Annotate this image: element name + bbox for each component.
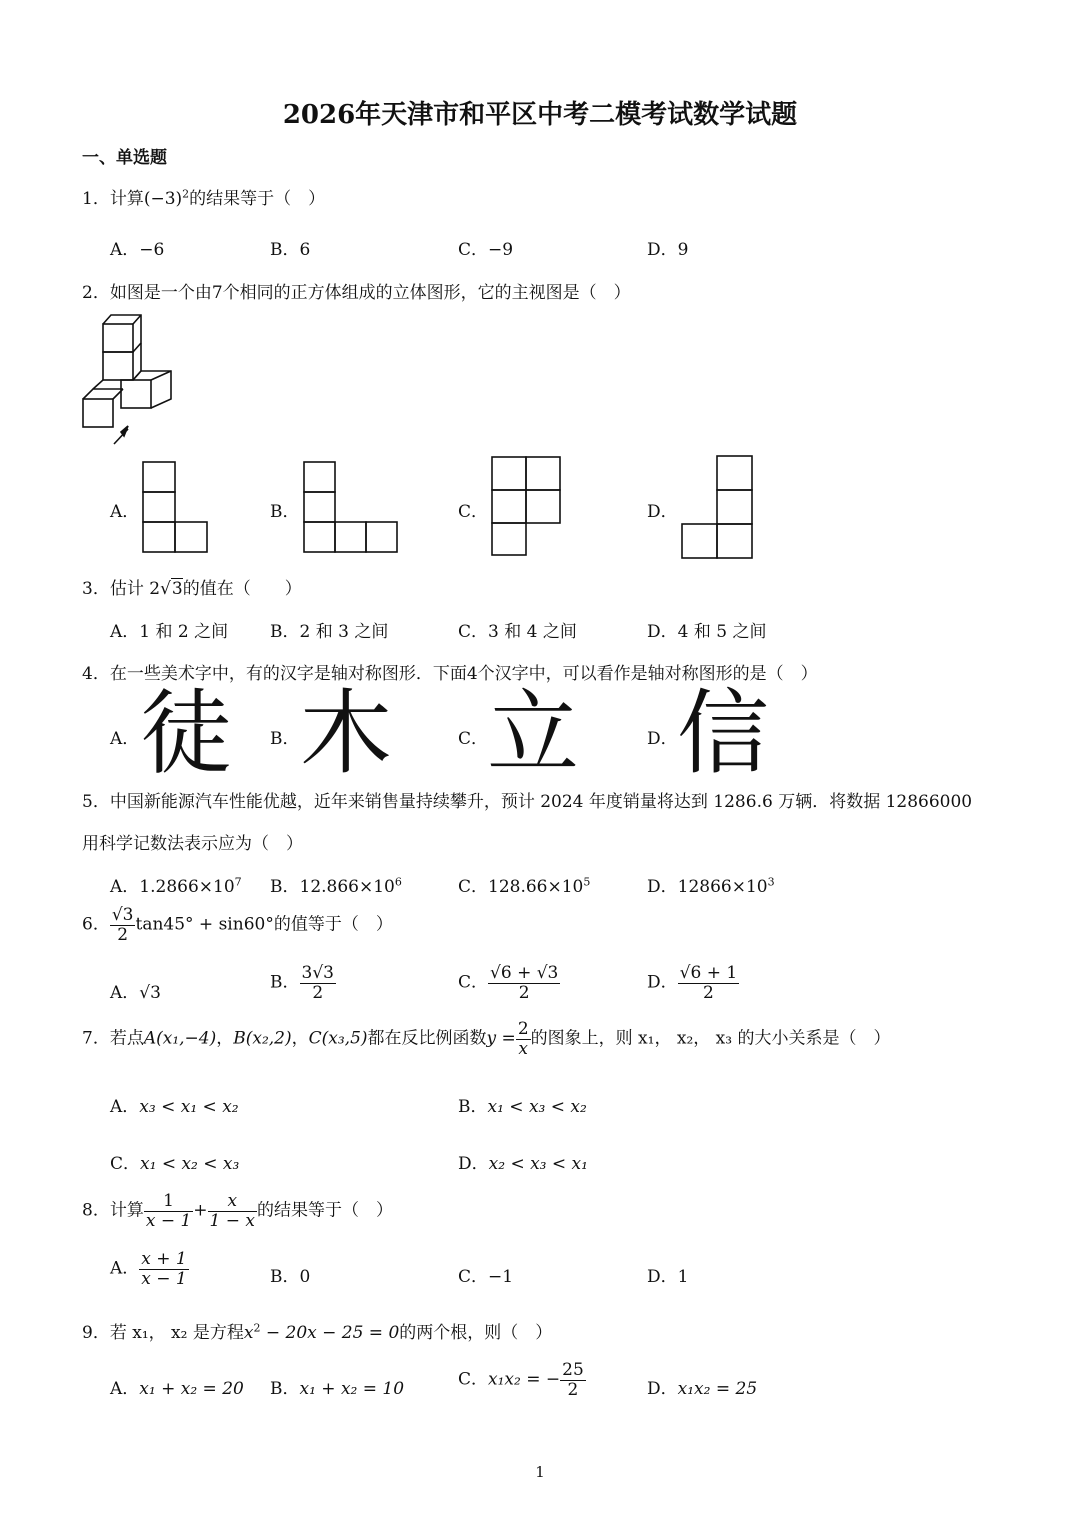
option-mantissa: 12866×10 [677, 877, 768, 897]
fraction-numerator: x + 1 [141, 1249, 187, 1269]
question-6 [82, 906, 393, 944]
fraction-denominator: x − 1 [145, 1210, 192, 1231]
question-text: 如图是一个由7个相同的正方体组成的立体图形，它的主视图是（ ） [109, 283, 631, 303]
question-text: 中国新能源汽车性能优越，近年来销售量持续攀升，预计 2024 年度销量将达到 1286.6 万辆．将数据 12866000 [109, 792, 973, 812]
option-text: −6 [139, 240, 165, 260]
option-d[interactable] [647, 724, 678, 749]
fraction [300, 964, 336, 1002]
equation-term: x [243, 1323, 254, 1343]
question-2 [82, 278, 631, 303]
cube-stack-figure [80, 312, 180, 447]
question-9 [82, 1318, 552, 1343]
function-lhs: y = [486, 1028, 516, 1049]
option-b-front-view [302, 460, 400, 555]
option-text: −1 [488, 1267, 514, 1287]
option-d[interactable] [647, 617, 766, 642]
question-3 [82, 574, 302, 599]
fraction [678, 964, 740, 1002]
option-label: C． [458, 240, 489, 260]
question-number: 5． [82, 792, 110, 812]
option-a[interactable] [110, 1250, 189, 1288]
question-text: 计算 [109, 1200, 144, 1221]
fraction [208, 1192, 257, 1230]
option-label: A． [110, 1379, 140, 1399]
option-text: 9 [677, 240, 689, 260]
question-text: 的结果等于（ ） [257, 1200, 394, 1221]
point-a: A(x₁,−4) [143, 1028, 217, 1049]
option-c[interactable] [458, 964, 560, 1002]
option-label: B． [270, 1267, 300, 1287]
question-text: tan45° + sin60°的值等于（ ） [135, 914, 393, 935]
option-b-char: 木 [300, 680, 393, 787]
question-number: 3． [82, 579, 110, 599]
option-label: D． [647, 729, 678, 749]
option-text: 6 [299, 240, 311, 260]
fraction-numerator: √3 [111, 905, 134, 925]
option-b[interactable] [270, 724, 300, 749]
option-label: C． [458, 1369, 489, 1390]
option-label: D． [647, 1267, 678, 1287]
option-c[interactable] [458, 724, 488, 749]
plus-sign: + [193, 1200, 208, 1221]
fraction-denominator: 1 − x [209, 1210, 256, 1231]
option-b[interactable] [270, 497, 300, 522]
option-c[interactable] [458, 235, 513, 260]
expr-base: (−3) [143, 189, 183, 209]
option-text: 1 [677, 1267, 689, 1287]
option-label: A． [110, 1258, 140, 1279]
option-text: x₁ < x₂ < x₃ [140, 1154, 240, 1174]
fraction-numerator: 25 [562, 1360, 584, 1380]
option-label: D． [647, 972, 678, 993]
option-a-front-view [141, 460, 209, 555]
option-d[interactable] [647, 235, 688, 260]
option-label: D． [647, 240, 678, 260]
fraction-denominator: 2 [117, 924, 129, 945]
question-text: 若点 [109, 1028, 144, 1049]
option-label: D． [647, 502, 678, 522]
option-label: C． [458, 622, 489, 642]
option-a[interactable] [110, 497, 139, 522]
option-d-front-view [680, 454, 756, 560]
option-b[interactable] [270, 1262, 310, 1287]
fraction-numerator: 1 [144, 1192, 193, 1212]
option-d[interactable] [647, 872, 775, 897]
option-label: B． [270, 240, 300, 260]
fraction-denominator: 2 [567, 1379, 579, 1400]
fraction [516, 1020, 531, 1058]
option-text: x₁ + x₂ = 10 [299, 1379, 405, 1399]
option-c-char: 立 [487, 680, 580, 787]
question-text: 的图象上，则 x₁， x₂， x₃ 的大小关系是（ ） [530, 1028, 891, 1049]
question-text: 计算 [109, 189, 144, 209]
option-label: A． [110, 502, 140, 522]
fraction-numerator: 3√3 [301, 963, 334, 983]
page-title: 2026年天津市和平区中考二模考试数学试题 [282, 100, 798, 130]
option-text: x₁ + x₂ = 20 [139, 1379, 244, 1399]
option-d[interactable] [647, 1374, 757, 1399]
separator: ， [216, 1028, 234, 1049]
option-label: D． [647, 622, 678, 642]
option-text: √3 [139, 983, 161, 1003]
option-text: 1 和 2 之间 [139, 622, 229, 642]
expr-coefficient: 2 [149, 579, 161, 599]
question-5 [82, 787, 972, 812]
fraction [144, 1192, 193, 1230]
option-label: A． [110, 622, 140, 642]
option-b[interactable] [270, 235, 310, 260]
option-label: C． [458, 729, 489, 749]
option-d[interactable] [647, 1262, 688, 1287]
option-a[interactable] [110, 1374, 244, 1399]
option-label: D． [458, 1154, 489, 1174]
option-text: x₃ < x₁ < x₂ [139, 1097, 239, 1117]
question-number: 7． [82, 1028, 110, 1049]
fraction-denominator: x [518, 1038, 529, 1059]
section-header: 一、单选题 [82, 148, 167, 168]
option-c[interactable] [458, 617, 577, 642]
fraction-denominator: 2 [518, 982, 530, 1003]
option-c[interactable] [458, 497, 488, 522]
option-label: B． [270, 1379, 300, 1399]
option-label: A． [110, 983, 140, 1003]
fraction-numerator: √6 + √3 [490, 963, 559, 983]
option-text: x₁x₂ = − [488, 1369, 561, 1390]
option-label: A． [110, 1097, 140, 1117]
question-5-line-2: 用科学记数法表示应为（ ） [82, 834, 303, 854]
option-a[interactable] [110, 1092, 239, 1117]
option-label: B． [458, 1097, 488, 1117]
question-text: 在一些美术字中，有的汉字是轴对称图形．下面4个汉字中，可以看作是轴对称图形的是（ ） [109, 664, 818, 684]
option-label: B． [270, 502, 300, 522]
expr-radicand: 3 [171, 579, 183, 599]
fraction-numerator: √6 + 1 [679, 963, 738, 983]
option-d[interactable] [647, 497, 678, 522]
option-c-front-view [490, 455, 564, 557]
option-text: x₂ < x₃ < x₁ [488, 1154, 588, 1174]
option-exponent: 5 [583, 875, 591, 889]
point-b: B(x₂,2) [233, 1028, 292, 1049]
option-label: A． [110, 729, 140, 749]
expr-exponent: 2 [182, 187, 190, 201]
fraction [560, 1361, 586, 1399]
fraction-numerator: x [208, 1192, 257, 1212]
option-d[interactable] [647, 964, 739, 1002]
option-b[interactable] [270, 617, 388, 642]
fraction-numerator: 2 [517, 1019, 529, 1039]
question-text: 若 x₁， x₂ 是方程 [109, 1323, 244, 1343]
question-text: 的值在（ ） [182, 579, 302, 599]
option-b[interactable] [270, 872, 402, 897]
option-text: 2 和 3 之间 [299, 622, 389, 642]
option-b[interactable] [270, 1374, 404, 1399]
question-number: 9． [82, 1323, 110, 1343]
option-a[interactable] [110, 872, 242, 897]
option-b[interactable] [270, 964, 336, 1002]
option-text: 3 和 4 之间 [488, 622, 577, 642]
question-text: 估计 [109, 579, 144, 599]
question-number: 2． [82, 283, 110, 303]
question-text: 都在反比例函数 [367, 1028, 487, 1049]
option-c[interactable] [458, 872, 590, 897]
option-mantissa: 1.2866×10 [139, 877, 235, 897]
option-mantissa: 12.866×10 [299, 877, 395, 897]
option-d-char: 信 [677, 680, 770, 787]
option-a[interactable] [110, 617, 228, 642]
equation-rest: − 20x − 25 = 0 [260, 1323, 400, 1343]
option-label: C． [458, 502, 489, 522]
option-label: B． [270, 877, 300, 897]
option-label: B． [270, 729, 300, 749]
question-1 [82, 184, 325, 209]
question-number: 8． [82, 1200, 110, 1221]
option-a[interactable] [110, 235, 164, 260]
option-exponent: 3 [767, 875, 775, 889]
option-c[interactable] [110, 1149, 239, 1174]
option-c[interactable] [458, 1262, 513, 1287]
option-label: D． [647, 1379, 678, 1399]
option-mantissa: 128.66×10 [488, 877, 584, 897]
question-text: 的结果等于（ ） [189, 189, 326, 209]
math-expression [144, 189, 189, 209]
fraction [488, 964, 560, 1002]
fraction-denominator: 2 [702, 982, 714, 1003]
option-label: C． [458, 1267, 489, 1287]
option-label: B． [270, 972, 300, 993]
option-b[interactable] [458, 1092, 587, 1117]
question-number: 4． [82, 664, 110, 684]
point-c: C(x₃,5) [308, 1028, 368, 1049]
fraction [139, 1250, 188, 1288]
option-a[interactable] [110, 978, 161, 1003]
option-text: 4 和 5 之间 [677, 622, 767, 642]
fraction-denominator: 2 [312, 982, 324, 1003]
option-text: x₁x₂ = 25 [677, 1379, 758, 1399]
option-label: B． [270, 622, 300, 642]
option-exponent: 6 [394, 875, 402, 889]
option-a[interactable] [110, 724, 139, 749]
option-text: 0 [299, 1267, 311, 1287]
option-label: A． [110, 877, 140, 897]
option-label: C． [110, 1154, 141, 1174]
option-d[interactable] [458, 1149, 588, 1174]
question-7 [82, 1020, 890, 1058]
question-text: 的两个根，则（ ） [399, 1323, 553, 1343]
page-number: 1 [535, 1463, 545, 1481]
separator: ， [291, 1028, 309, 1049]
option-a-char: 徒 [140, 680, 233, 787]
option-text: x₁ < x₃ < x₂ [487, 1097, 587, 1117]
option-label: D． [647, 877, 678, 897]
option-c[interactable] [458, 1361, 586, 1399]
fraction [110, 906, 136, 944]
question-number: 1． [82, 189, 110, 209]
option-text: −9 [488, 240, 514, 260]
fraction-denominator: x − 1 [141, 1268, 187, 1289]
option-label: C． [458, 972, 489, 993]
option-label: C． [458, 877, 489, 897]
question-number: 6． [82, 914, 110, 935]
option-exponent: 7 [234, 875, 242, 889]
sqrt-symbol: √ [160, 579, 171, 599]
equation-exponent: 2 [253, 1321, 261, 1335]
option-label: A． [110, 240, 140, 260]
question-8 [82, 1192, 393, 1230]
